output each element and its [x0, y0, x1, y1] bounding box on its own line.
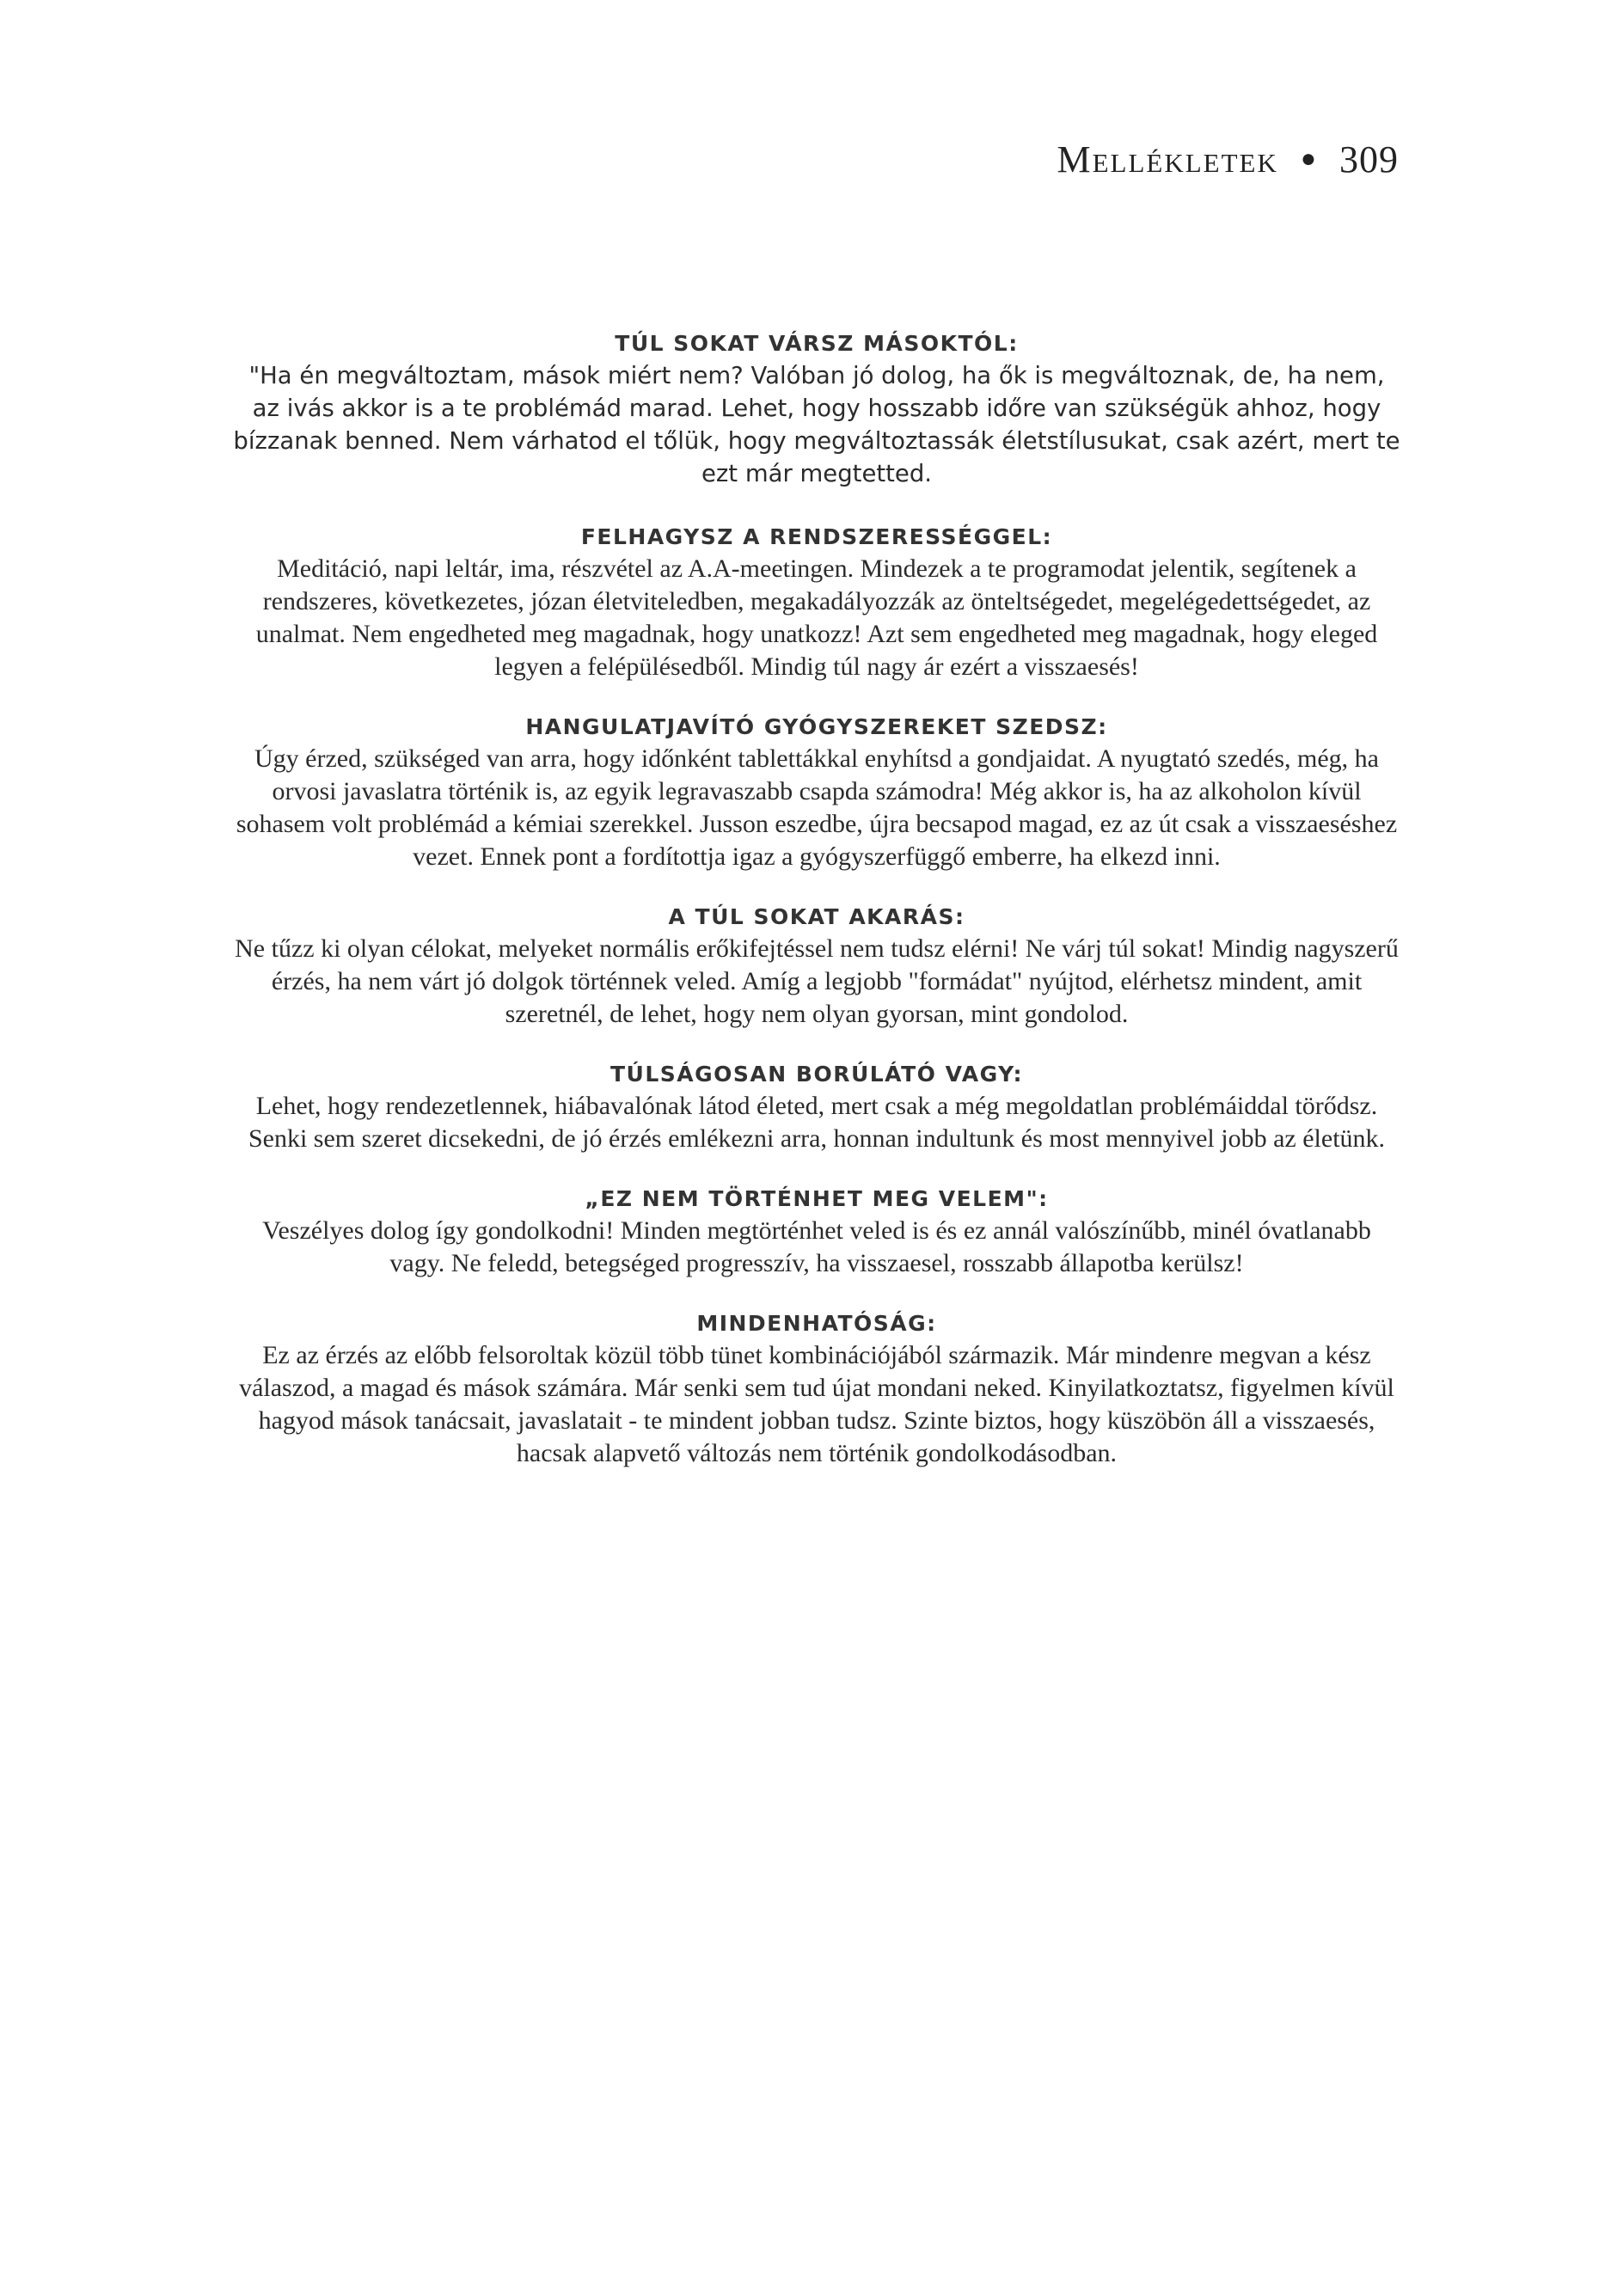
section-title: MINDENHATÓSÁG: — [696, 1311, 937, 1336]
section-title: HANGULATJAVÍTÓ GYÓGYSZEREKET SZEDSZ: — [525, 714, 1108, 739]
running-header — [1057, 138, 1399, 181]
section-text: Lehet, hogy rendezetlennek, hiábavalónak látod életed, mert csak a még megoldatlan problémáiddal törődsz. Senki sem szeret dicsekedni, de jó érzés emlékezni arra, honnan indultunk és most mennyivel jobb az életünk. — [248, 1092, 1386, 1153]
section-title: A TÚL SOKAT AKARÁS: — [668, 904, 965, 929]
section-text: Veszélyes dolog így gondolkodni! Minden megtörténhet veled is és ez annál valószínűbb, minél óvatlanabb vagy. Ne feledd, betegséged progresszív, ha visszaesel, rosszabb állapotba kerülsz! — [262, 1216, 1371, 1277]
section-text: Úgy érzed, szükséged van arra, hogy időnként tablettákkal enyhítsd a gondjaidat. A nyugtató szedés, még, ha orvosi javaslatra történik is, az egyik legravaszabb csapda számodra! Még akkor is, ha az alkoholon kívül sohasem volt problémád a kémiai szerekkel. Jusson eszedbe, újra becsapod magad, ez az út csak a visszaeséshez vezet. Ennek pont a fordítottja igaz a gyógyszerfüggő emberre, ha elkezd inni. — [236, 744, 1398, 871]
section-title: TÚL SOKAT VÁRSZ MÁSOKTÓL: — [615, 331, 1019, 356]
section-too-much-expectation — [232, 331, 1401, 490]
section-text: Ez az érzés az előbb felsoroltak közül több tünet kombinációjából származik. Már mindenre megvan a kész válaszod, a magad és mások számára. Már senki sem tud újat mondani neked. Kinyilatkoztatsz, figyelmen kívül hagyod mások tanácsait, javaslatait - te mindent jobban tudsz. Szinte biztos, hogy küszöbön áll a visszaesés, hacsak alapvető változás nem történik gondolkodásodban. — [239, 1341, 1394, 1467]
section-omnipotence — [232, 1311, 1401, 1470]
section-title: FELHAGYSZ A RENDSZERESSÉGGEL: — [580, 524, 1053, 549]
section-title: „EZ NEM TÖRTÉNHET MEG VELEM": — [585, 1186, 1049, 1211]
section-cannot-happen-to-me — [232, 1186, 1401, 1280]
section-text: Ne tűzz ki olyan célokat, melyeket normális erőkifejtéssel nem tudsz elérni! Ne várj túl sokat! Mindig nagyszerű érzés, ha nem várt jó dolgok történnek veled. Amíg a legjobb "formádat" nyújtod, elérhetsz mindent, amit szeretnél, de lehet, hogy nem olyan gyorsan, mint gondolod. — [235, 934, 1399, 1028]
section-text: "Ha én megváltoztam, mások miért nem? Valóban jó dolog, ha ők is megváltoznak, de, ha nem, az ivás akkor is a te problémád marad. Lehet, hogy hosszabb időre van szükségük ahhoz, hogy bízzanak benned. Nem várhatod el tőlük, hogy megváltoztassák életstílusukat, csak azért, mert te ezt már megtetted. — [233, 362, 1400, 487]
section-abandoning-routine — [232, 524, 1401, 683]
section-pessimism — [232, 1062, 1401, 1155]
section-title: TÚLSÁGOSAN BORÚLÁTÓ VAGY: — [610, 1062, 1023, 1087]
page-number: 309 — [1339, 138, 1399, 181]
section-wanting-too-much — [232, 904, 1401, 1031]
page-body — [232, 331, 1401, 1501]
section-mood-medication — [232, 714, 1401, 873]
header-section-title: Mellékletek — [1057, 138, 1278, 181]
section-text: Meditáció, napi leltár, ima, részvétel az A.A-meetingen. Mindezek a te programodat jelentik, segítenek a rendszeres, következetes, józan életviteledben, megakadályozzák az önteltségedet, megelégedettségedet, az unalmat. Nem engedheted meg magadnak, hogy unatkozz! Azt sem engedheted meg magadnak, hogy eleged legyen a felépülésedből. Mindig túl nagy ár ezért a visszaesés! — [255, 554, 1378, 681]
bullet-separator-icon: ● — [1300, 144, 1317, 173]
